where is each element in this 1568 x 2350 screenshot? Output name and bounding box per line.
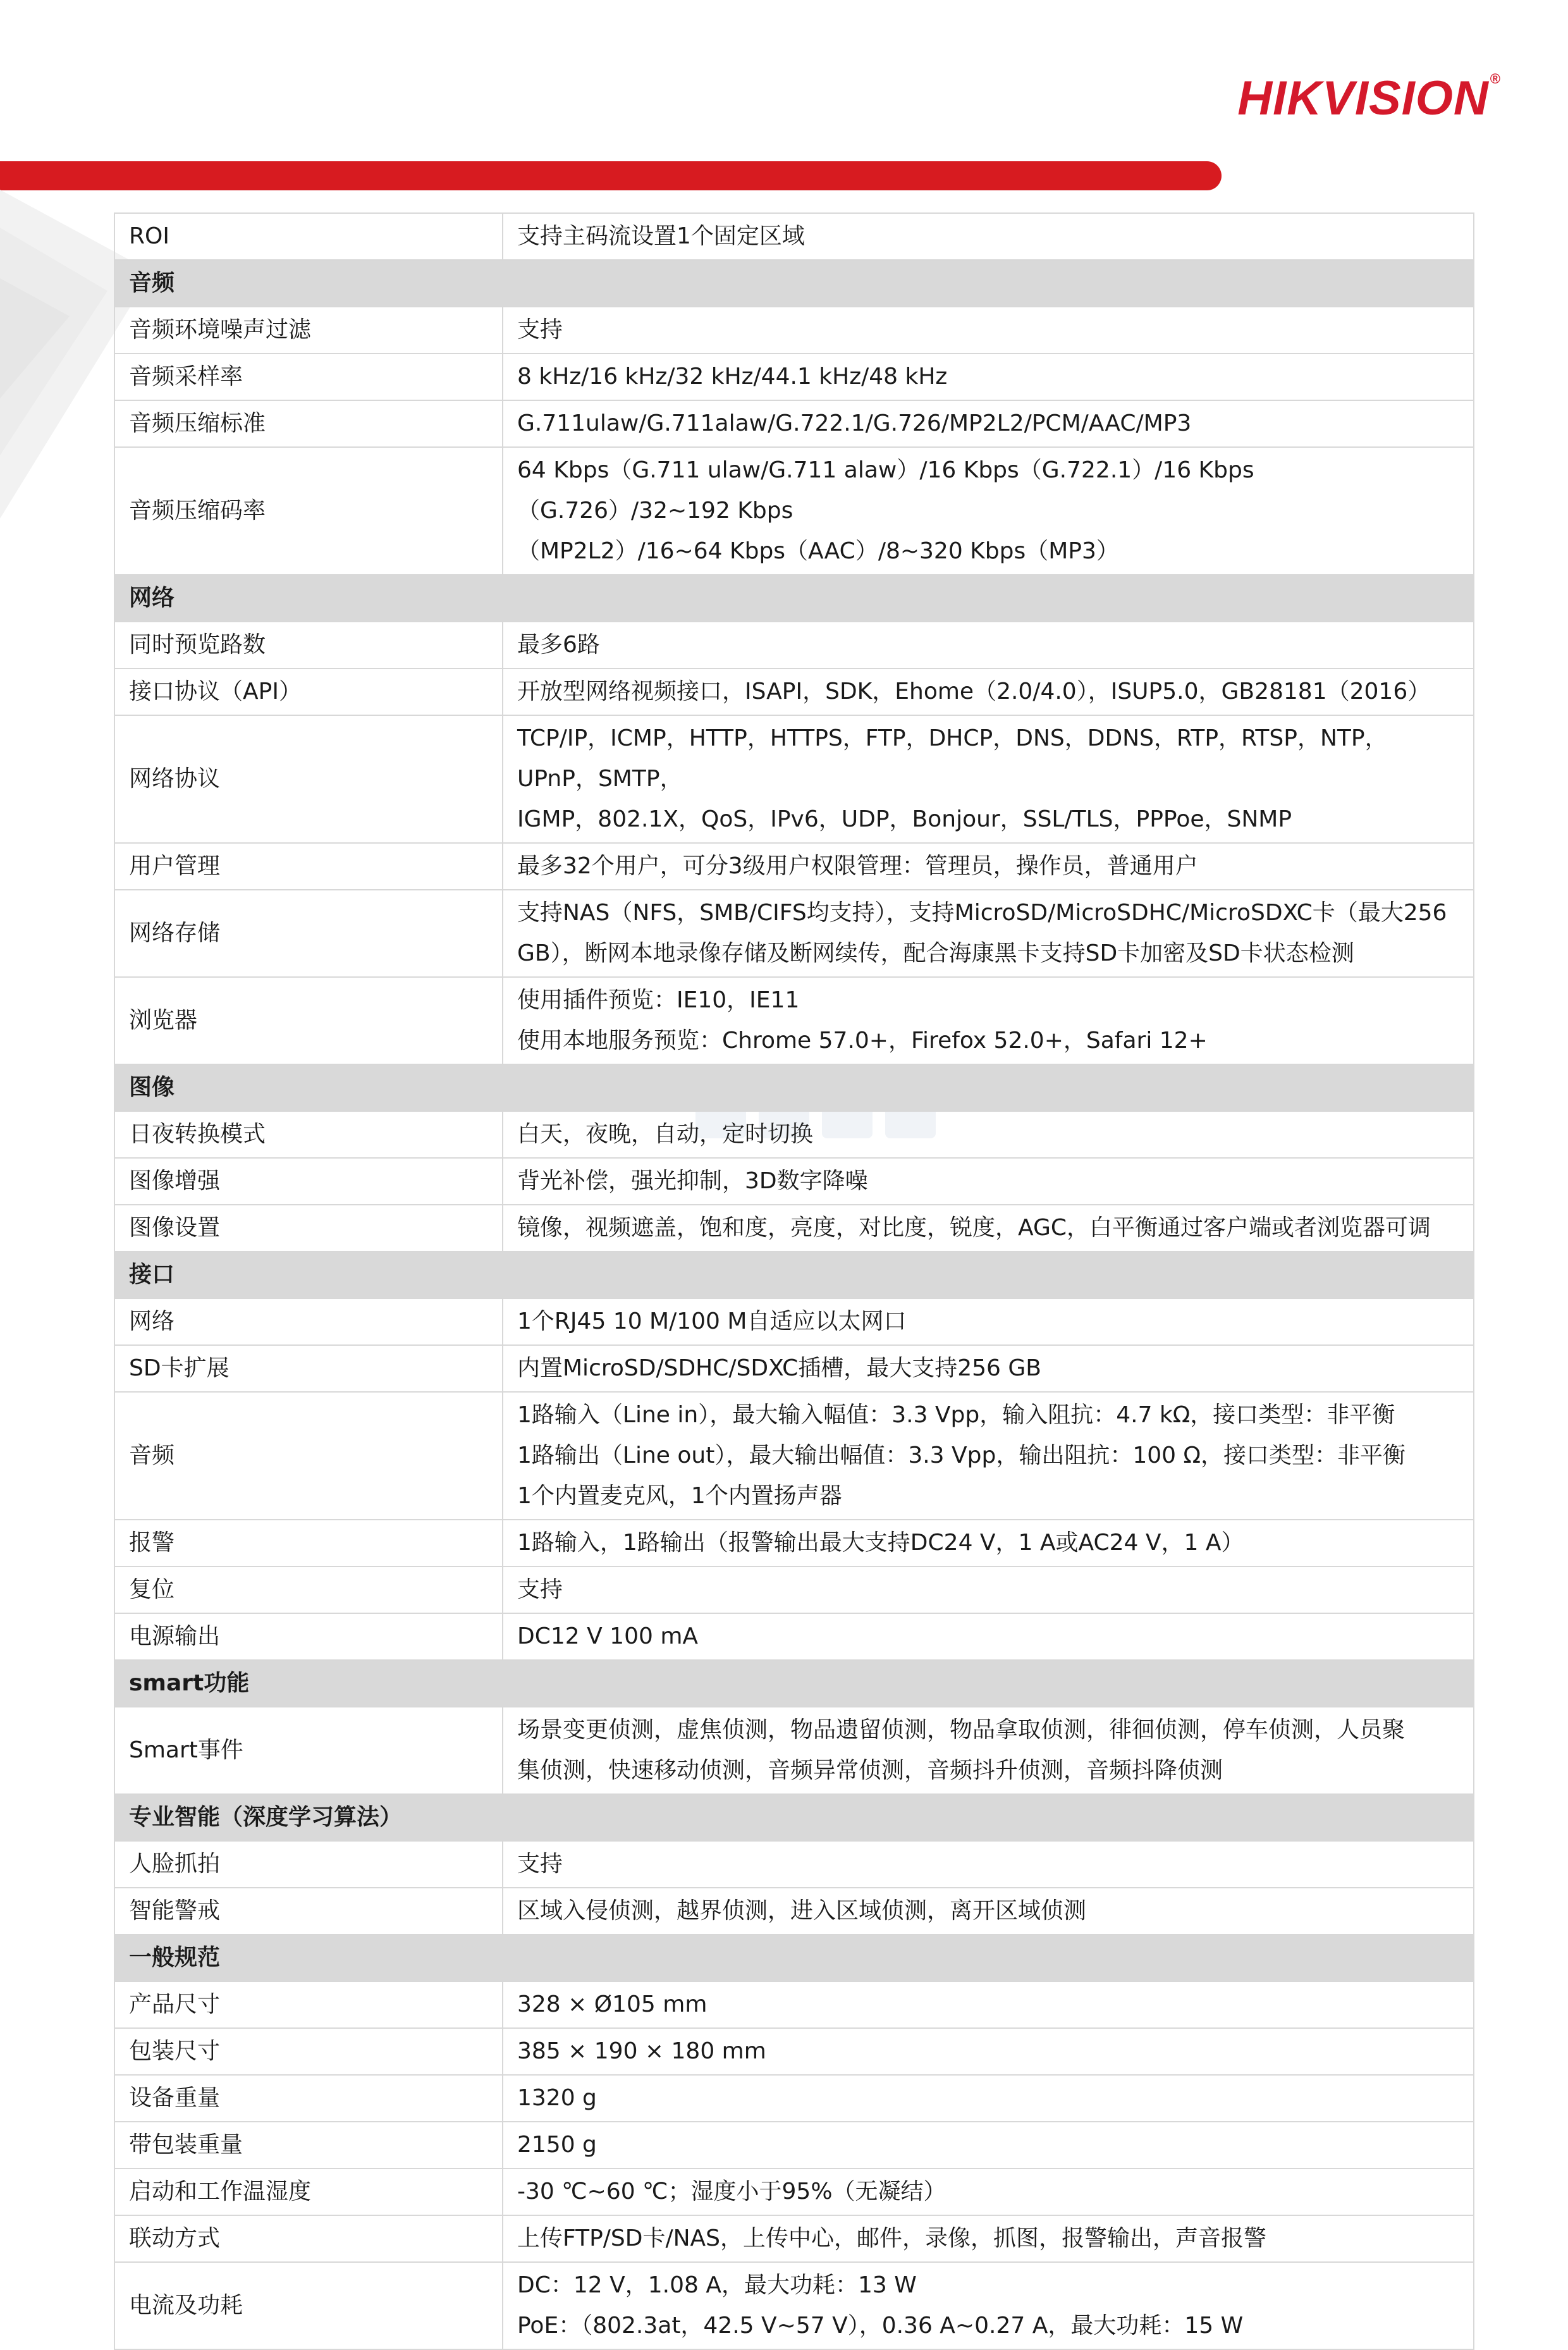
spec-value-line: G.711ulaw/G.711alaw/G.722.1/G.726/MP2L2/PCM/AAC/MP3	[517, 410, 1192, 436]
spec-label: 浏览器	[114, 977, 503, 1064]
spec-value	[503, 1298, 1474, 1345]
spec-value	[503, 2028, 1474, 2075]
spec-row	[114, 1205, 1474, 1252]
spec-row	[114, 1566, 1474, 1613]
spec-row	[114, 890, 1474, 977]
spec-value-line: 上传FTP/SD卡/NAS，上传中心，邮件，录像，抓图，报警输出，声音报警	[517, 2225, 1267, 2251]
spec-value	[503, 622, 1474, 668]
spec-label: Smart事件	[114, 1707, 503, 1794]
section-title: 图像	[114, 1064, 1474, 1111]
spec-value-line: 2150 g	[517, 2132, 597, 2158]
spec-label: 图像设置	[114, 1205, 503, 1252]
spec-label: 包装尺寸	[114, 2028, 503, 2075]
spec-value-line: 区域入侵侦测，越界侦测，进入区域侦测，离开区域侦测	[517, 1898, 1087, 1924]
spec-row	[114, 977, 1474, 1064]
spec-row	[114, 1345, 1474, 1392]
spec-value-line: 集侦测，快速移动侦测，音频异常侦测，音频抖升侦测，音频抖降侦测	[517, 1757, 1223, 1783]
spec-value	[503, 1158, 1474, 1205]
spec-value	[503, 1888, 1474, 1935]
spec-value-line: 1路输入，1路输出（报警输出最大支持DC24 V，1 A或AC24 V，1 A）	[517, 1530, 1244, 1556]
spec-row	[114, 307, 1474, 354]
spec-label: 音频压缩标准	[114, 400, 503, 447]
spec-label: 报警	[114, 1520, 503, 1566]
spec-row	[114, 1888, 1474, 1935]
spec-label: 电流及功耗	[114, 2262, 503, 2349]
spec-value	[503, 1392, 1474, 1520]
spec-value-line: -30 ℃~60 ℃；湿度小于95%（无凝结）	[517, 2179, 946, 2205]
spec-value-line: 最多6路	[517, 632, 600, 658]
spec-row	[114, 2122, 1474, 2169]
spec-value-line: 支持主码流设置1个固定区域	[517, 223, 805, 249]
spec-value	[503, 400, 1474, 447]
spec-row	[114, 447, 1474, 575]
spec-value-line: 支持	[517, 317, 563, 343]
spec-label: ROI	[114, 213, 503, 260]
section-header	[114, 1064, 1474, 1111]
spec-row	[114, 668, 1474, 715]
section-header	[114, 1252, 1474, 1298]
spec-row	[114, 1298, 1474, 1345]
spec-row	[114, 354, 1474, 400]
spec-value	[503, 2075, 1474, 2122]
section-header	[114, 575, 1474, 622]
section-title: 专业智能（深度学习算法）	[114, 1794, 1474, 1841]
spec-label: 用户管理	[114, 843, 503, 890]
spec-label: 人脸抓拍	[114, 1841, 503, 1888]
spec-row	[114, 843, 1474, 890]
spec-label: 网络协议	[114, 715, 503, 843]
spec-row	[114, 1520, 1474, 1566]
spec-value-line: 开放型网络视频接口，ISAPI，SDK，Ehome（2.0/4.0），ISUP5.0，GB28181（2016）	[517, 679, 1431, 704]
spec-label: 音频环境噪声过滤	[114, 307, 503, 354]
spec-value	[503, 1205, 1474, 1252]
section-title: smart功能	[114, 1660, 1474, 1707]
spec-label: 音频压缩码率	[114, 447, 503, 575]
spec-row	[114, 2262, 1474, 2349]
spec-label: 音频采样率	[114, 354, 503, 400]
spec-value	[503, 1111, 1474, 1158]
spec-label: 日夜转换模式	[114, 1111, 503, 1158]
spec-label: 产品尺寸	[114, 1981, 503, 2028]
spec-value-line: （MP2L2）/16~64 Kbps（AAC）/8~320 Kbps（MP3）	[517, 538, 1119, 564]
spec-value	[503, 1613, 1474, 1660]
spec-value	[503, 1981, 1474, 2028]
spec-value	[503, 1841, 1474, 1888]
spec-value-line: 385 × 190 × 180 mm	[517, 2038, 766, 2064]
spec-row	[114, 2169, 1474, 2215]
spec-value	[503, 2262, 1474, 2349]
section-title: 音频	[114, 260, 1474, 307]
spec-row	[114, 1392, 1474, 1520]
spec-row	[114, 2215, 1474, 2262]
spec-value	[503, 447, 1474, 575]
spec-row	[114, 1158, 1474, 1205]
spec-label: 智能警戒	[114, 1888, 503, 1935]
spec-value-line: 使用插件预览：IE10，IE11	[517, 987, 800, 1013]
spec-value	[503, 1707, 1474, 1794]
spec-label: 带包装重量	[114, 2122, 503, 2169]
spec-row	[114, 1841, 1474, 1888]
spec-label: 图像增强	[114, 1158, 503, 1205]
spec-value-line: 内置MicroSD/SDHC/SDXC插槽，最大支持256 GB	[517, 1355, 1042, 1381]
spec-value-line: 1320 g	[517, 2085, 597, 2111]
spec-value-line: 背光补偿，强光抑制，3D数字降噪	[517, 1168, 868, 1194]
section-title: 接口	[114, 1252, 1474, 1298]
spec-value-line: TCP/IP，ICMP，HTTP，HTTPS，FTP，DHCP，DNS，DDNS，RTP，RTSP，NTP，UPnP，SMTP，	[517, 725, 1388, 792]
spec-table	[114, 212, 1474, 2350]
spec-value	[503, 307, 1474, 354]
spec-label: 启动和工作温湿度	[114, 2169, 503, 2215]
spec-value-line: IGMP，802.1X，QoS，IPv6，UDP，Bonjour，SSL/TLS，PPPoe，SNMP	[517, 806, 1292, 832]
spec-value	[503, 213, 1474, 260]
spec-value-line: 使用本地服务预览：Chrome 57.0+，Firefox 52.0+，Safari 12+	[517, 1028, 1208, 1054]
spec-value-line: GB），断网本地录像存储及断网续传，配合海康黑卡支持SD卡加密及SD卡状态检测	[517, 940, 1354, 966]
spec-value	[503, 843, 1474, 890]
spec-value-line: 328 × Ø105 mm	[517, 1991, 707, 2017]
section-header	[114, 260, 1474, 307]
spec-value-line: 支持NAS（NFS，SMB/CIFS均支持），支持MicroSD/MicroSDHC/MicroSDXC卡（最大256	[517, 900, 1447, 926]
spec-value-line: 8 kHz/16 kHz/32 kHz/44.1 kHz/48 kHz	[517, 364, 948, 390]
spec-value-line: 1路输入（Line in），最大输入幅值：3.3 Vpp，输入阻抗：4.7 kΩ，接口类型：非平衡	[517, 1402, 1395, 1428]
spec-value	[503, 2215, 1474, 2262]
spec-value-line: 1个内置麦克风，1个内置扬声器	[517, 1483, 842, 1509]
spec-value-line: 1路输出（Line out），最大输出幅值：3.3 Vpp，输出阻抗：100 Ω，接口类型：非平衡	[517, 1443, 1406, 1468]
spec-row	[114, 715, 1474, 843]
spec-label: 接口协议（API）	[114, 668, 503, 715]
spec-value-line: 场景变更侦测，虚焦侦测，物品遗留侦测，物品拿取侦测，徘徊侦测，停车侦测，人员聚	[517, 1717, 1406, 1743]
spec-value	[503, 1520, 1474, 1566]
spec-value	[503, 354, 1474, 400]
spec-value	[503, 2169, 1474, 2215]
spec-row	[114, 622, 1474, 668]
spec-row	[114, 213, 1474, 260]
header-red-bar	[0, 161, 1222, 190]
spec-label: SD卡扩展	[114, 1345, 503, 1392]
spec-value-line: PoE：（802.3at，42.5 V~57 V），0.36 A~0.27 A，最大功耗：15 W	[517, 2313, 1244, 2339]
spec-label: 同时预览路数	[114, 622, 503, 668]
spec-value-line: 64 Kbps（G.711 ulaw/G.711 alaw）/16 Kbps（G.722.1）/16 Kbps（G.726）/32~192 Kbps	[517, 457, 1254, 524]
spec-label: 复位	[114, 1566, 503, 1613]
section-title: 网络	[114, 575, 1474, 622]
section-header	[114, 1660, 1474, 1707]
spec-row	[114, 1707, 1474, 1794]
spec-value	[503, 668, 1474, 715]
spec-value	[503, 1566, 1474, 1613]
spec-value-line: 支持	[517, 1851, 563, 1877]
spec-label: 设备重量	[114, 2075, 503, 2122]
spec-value-line: 最多32个用户，可分3级用户权限管理：管理员，操作员，普通用户	[517, 853, 1198, 879]
spec-row	[114, 1981, 1474, 2028]
spec-value	[503, 890, 1474, 977]
spec-label: 电源输出	[114, 1613, 503, 1660]
spec-label: 网络存储	[114, 890, 503, 977]
spec-value-line: 支持	[517, 1577, 563, 1603]
spec-label: 音频	[114, 1392, 503, 1520]
spec-value	[503, 2122, 1474, 2169]
spec-row	[114, 1111, 1474, 1158]
spec-value-line: 镜像，视频遮盖，饱和度，亮度，对比度，锐度，AGC，白平衡通过客户端或者浏览器可调	[517, 1215, 1431, 1241]
section-header	[114, 1935, 1474, 1981]
hikvision-logo: HIKVISION®	[1237, 71, 1501, 125]
section-header	[114, 1794, 1474, 1841]
spec-value	[503, 1345, 1474, 1392]
spec-row	[114, 400, 1474, 447]
section-title: 一般规范	[114, 1935, 1474, 1981]
spec-row	[114, 1613, 1474, 1660]
spec-value	[503, 977, 1474, 1064]
spec-value	[503, 715, 1474, 843]
spec-value-line: 白天，夜晚，自动，定时切换	[517, 1121, 814, 1147]
spec-value-line: DC12 V 100 mA	[517, 1623, 699, 1649]
spec-row	[114, 2028, 1474, 2075]
spec-label: 联动方式	[114, 2215, 503, 2262]
spec-value-line: 1个RJ45 10 M/100 M自适应以太网口	[517, 1308, 907, 1334]
spec-label: 网络	[114, 1298, 503, 1345]
spec-row	[114, 2075, 1474, 2122]
spec-value-line: DC：12 V，1.08 A，最大功耗：13 W	[517, 2272, 917, 2298]
